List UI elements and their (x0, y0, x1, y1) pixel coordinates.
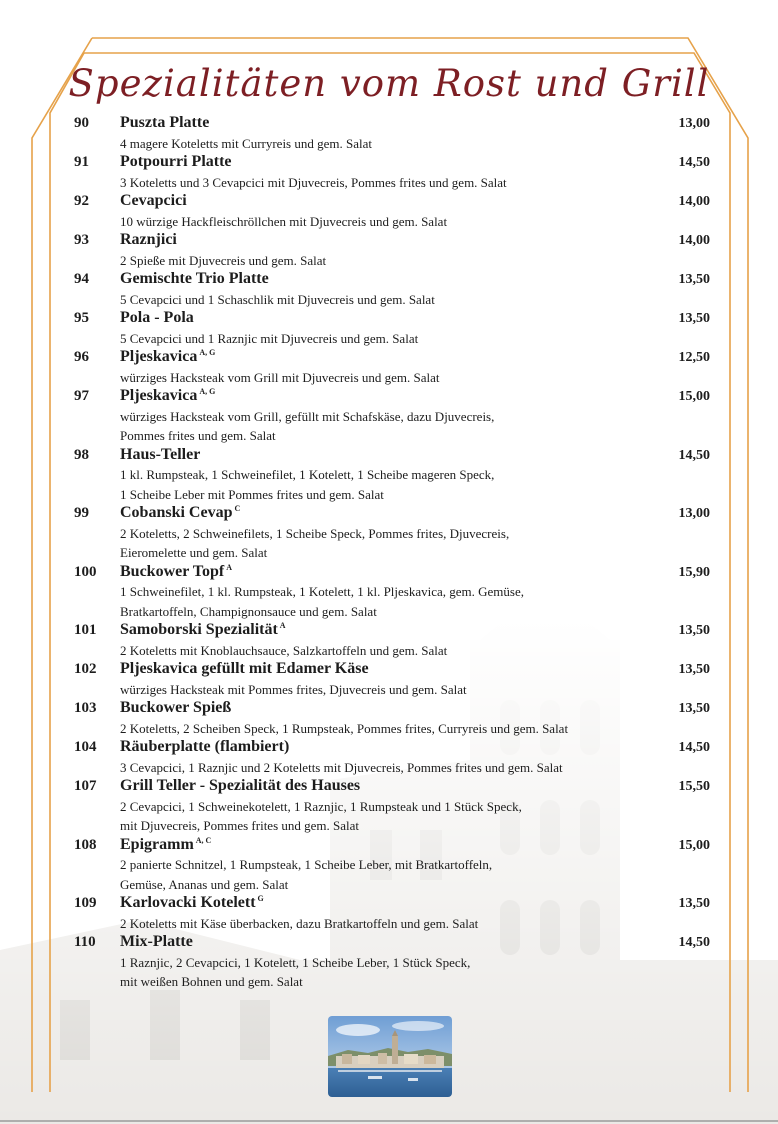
menu-item (74, 777, 714, 836)
item-price: 13,50 (678, 701, 710, 716)
item-number: 103 (74, 700, 97, 716)
menu-list (74, 114, 714, 992)
menu-item-header (74, 699, 714, 719)
item-name-text: Haus-Teller (120, 445, 201, 463)
menu-item-header (74, 933, 714, 953)
menu-item (74, 699, 714, 738)
item-name (120, 621, 640, 639)
menu-item-header (74, 231, 714, 251)
item-name (120, 738, 640, 756)
item-number: 96 (74, 349, 89, 365)
menu-item (74, 309, 714, 348)
menu-item-header (74, 348, 714, 368)
item-name-text: Cobanski Cevap (120, 504, 233, 521)
item-description: 2 panierte Schnitzel, 1 Rumpsteak, 1 Scheibe Leber, mit Bratkartoffeln, (120, 857, 493, 872)
allergen-superscript: A (226, 562, 232, 572)
item-number: 95 (74, 310, 89, 326)
menu-item (74, 192, 714, 231)
menu-item-header (74, 114, 714, 134)
menu-item-header (74, 504, 714, 524)
menu-item-header (74, 270, 714, 290)
item-price: 14,50 (678, 740, 710, 755)
item-price: 13,50 (678, 272, 710, 287)
item-name (120, 660, 640, 678)
item-price: 14,50 (678, 935, 710, 950)
item-description: mit weißen Bohnen und gem. Salat (120, 974, 303, 989)
item-name-text: Räuberplatte (flambiert) (120, 738, 290, 755)
item-name-text: Grill Teller - Spezialität des Hauses (120, 777, 361, 794)
item-name-text: Pola - Pola (120, 309, 194, 326)
item-description: 5 Cevapcici und 1 Raznjic mit Djuvecreis und gem. Salat (120, 330, 419, 346)
item-name (120, 153, 640, 171)
item-number: 100 (74, 563, 97, 580)
allergen-superscript: G (257, 894, 264, 903)
item-description: mit Djuvecreis, Pommes frites und gem. Salat (120, 818, 360, 833)
item-name (120, 504, 640, 522)
menu-item (74, 114, 714, 153)
menu-item (74, 348, 714, 387)
item-name (120, 699, 640, 717)
item-price: 14,50 (678, 155, 710, 170)
item-description: Bratkartoffeln, Champignonsauce und gem. Salat (120, 603, 377, 619)
allergen-superscript: A (279, 621, 286, 630)
menu-item-header (74, 894, 714, 914)
item-name-text: Buckower Spieß (120, 699, 232, 716)
item-description: Eieromelette und gem. Salat (120, 545, 268, 560)
menu-item-header (74, 777, 714, 797)
item-description: 10 würzige Hackfleischröllchen mit Djuvecreis und gem. Salat (120, 213, 448, 229)
item-number: 98 (74, 446, 89, 463)
item-price: 13,00 (678, 506, 710, 521)
item-description: 1 Schweinefilet, 1 kl. Rumpsteak, 1 Kotelett, 1 kl. Pljeskavica, gem. Gemüse, (120, 584, 525, 599)
item-name-text: Potpourri Platte (120, 153, 232, 170)
menu-item-header (74, 192, 714, 212)
item-price: 15,50 (678, 779, 710, 794)
item-name (120, 387, 640, 405)
item-name-text: Pljeskavica gefüllt mit Edamer Käse (120, 660, 369, 677)
item-number: 90 (74, 115, 89, 131)
item-name (120, 836, 640, 854)
item-number: 92 (74, 193, 89, 209)
item-price: 15,90 (678, 564, 710, 580)
item-description: Gemüse, Ananas und gem. Salat (120, 876, 289, 892)
item-price: 13,00 (678, 116, 710, 131)
item-name (120, 933, 640, 951)
item-name (120, 192, 640, 210)
harbour-photo (328, 1016, 452, 1097)
item-description: 5 Cevapcici und 1 Schaschlik mit Djuvecreis und gem. Salat (120, 291, 435, 307)
item-name-text: Pljeskavica (120, 348, 198, 365)
item-description: 4 magere Koteletts mit Curryreis und gem. Salat (120, 135, 372, 151)
item-number: 104 (74, 739, 97, 755)
item-description: 2 Koteletts, 2 Scheiben Speck, 1 Rumpsteak, Pommes frites, Curryreis und gem. Salat (120, 720, 569, 736)
item-description: 2 Koteletts mit Knoblauchsauce, Salzkartoffeln und gem. Salat (120, 642, 448, 658)
item-name-text: Puszta Platte (120, 114, 210, 131)
allergen-superscript: A, G (199, 348, 216, 357)
allergen-superscript: A, G (199, 387, 216, 396)
item-name-text: Cevapcici (120, 192, 187, 209)
item-name-text: Epigramm (120, 835, 194, 853)
menu-item-header (74, 738, 714, 758)
item-price: 13,50 (678, 662, 710, 677)
item-number: 109 (74, 895, 97, 911)
page-title: Spezialitäten vom Rost und Grill (68, 62, 710, 105)
item-name (120, 309, 640, 327)
item-description: 2 Koteletts mit Käse überbacken, dazu Bratkartoffeln und gem. Salat (120, 915, 479, 931)
menu-item (74, 270, 714, 309)
item-description: 3 Koteletts und 3 Cevapcici mit Djuvecreis, Pommes frites und gem. Salat (120, 174, 507, 190)
item-name-text: Raznjici (120, 231, 177, 248)
item-number: 107 (74, 778, 97, 794)
menu-item-header (74, 309, 714, 329)
item-name (120, 894, 640, 912)
menu-item-header (74, 563, 714, 583)
item-description: 2 Koteletts, 2 Schweinefilets, 1 Scheibe Speck, Pommes frites, Djuvecreis, (120, 525, 510, 541)
item-number: 102 (74, 661, 97, 677)
item-name-text: Buckower Topf (120, 562, 225, 580)
menu-item (74, 231, 714, 270)
item-name (120, 777, 640, 795)
menu-item-header (74, 836, 714, 856)
item-name-text: Samoborski Spezialität (120, 621, 278, 638)
item-price: 13,50 (678, 311, 710, 326)
menu-item (74, 563, 714, 622)
menu-item (74, 621, 714, 660)
item-name-text: Mix-Platte (120, 933, 193, 950)
item-name-text: Gemischte Trio Platte (120, 270, 269, 287)
menu-item-header (74, 660, 714, 680)
item-description: 2 Spieße mit Djuvecreis und gem. Salat (120, 252, 327, 268)
item-number: 91 (74, 154, 89, 170)
item-number: 94 (74, 271, 89, 287)
item-name (120, 446, 640, 464)
item-name-text: Pljeskavica (120, 387, 198, 404)
item-price: 14,00 (678, 233, 710, 248)
item-number: 101 (74, 622, 97, 638)
item-description: 1 Scheibe Leber mit Pommes frites und gem. Salat (120, 486, 384, 502)
item-number: 97 (74, 388, 89, 404)
item-price: 14,00 (678, 194, 710, 209)
item-description: 1 kl. Rumpsteak, 1 Schweinefilet, 1 Kotelett, 1 Scheibe mageren Speck, (120, 467, 495, 482)
item-price: 15,00 (678, 389, 710, 404)
menu-item (74, 894, 714, 933)
menu-item (74, 660, 714, 699)
item-number: 108 (74, 836, 97, 853)
menu-item-header (74, 387, 714, 407)
item-description: Pommes frites und gem. Salat (120, 428, 276, 443)
item-price: 12,50 (678, 350, 710, 365)
item-price: 13,50 (678, 623, 710, 638)
item-price: 13,50 (678, 896, 710, 911)
menu-item (74, 504, 714, 563)
allergen-superscript: A, C (195, 835, 212, 845)
item-name (120, 231, 640, 249)
item-description: würziges Hacksteak mit Pommes frites, Djuvecreis und gem. Salat (120, 681, 467, 697)
item-price: 14,50 (678, 447, 710, 463)
item-price: 15,00 (678, 837, 710, 853)
menu-item (74, 836, 714, 895)
menu-item-header (74, 153, 714, 173)
item-name (120, 270, 640, 288)
menu-item (74, 738, 714, 777)
item-name-text: Karlovacki Kotelett (120, 894, 256, 911)
item-description: 2 Cevapcici, 1 Schweinekotelett, 1 Raznjic, 1 Rumpsteak und 1 Stück Speck, (120, 798, 522, 814)
menu-item (74, 933, 714, 992)
item-description: 3 Cevapcici, 1 Raznjic und 2 Koteletts mit Djuvecreis, Pommes frites und gem. Salat (120, 759, 563, 775)
menu-item (74, 446, 714, 505)
item-name (120, 114, 640, 132)
item-description: 1 Raznjic, 2 Cevapcici, 1 Kotelett, 1 Scheibe Leber, 1 Stück Speck, (120, 954, 471, 970)
item-number: 110 (74, 934, 96, 950)
item-description: würziges Hacksteak vom Grill mit Djuvecreis und gem. Salat (120, 369, 440, 385)
menu-item-header (74, 446, 714, 466)
item-name (120, 563, 640, 581)
menu-item (74, 153, 714, 192)
item-number: 93 (74, 232, 89, 248)
menu-item (74, 387, 714, 446)
menu-item-header (74, 621, 714, 641)
item-number: 99 (74, 505, 89, 521)
item-description: würziges Hacksteak vom Grill, gefüllt mit Schafskäse, dazu Djuvecreis, (120, 408, 495, 424)
allergen-superscript: C (234, 504, 241, 513)
item-name (120, 348, 640, 366)
